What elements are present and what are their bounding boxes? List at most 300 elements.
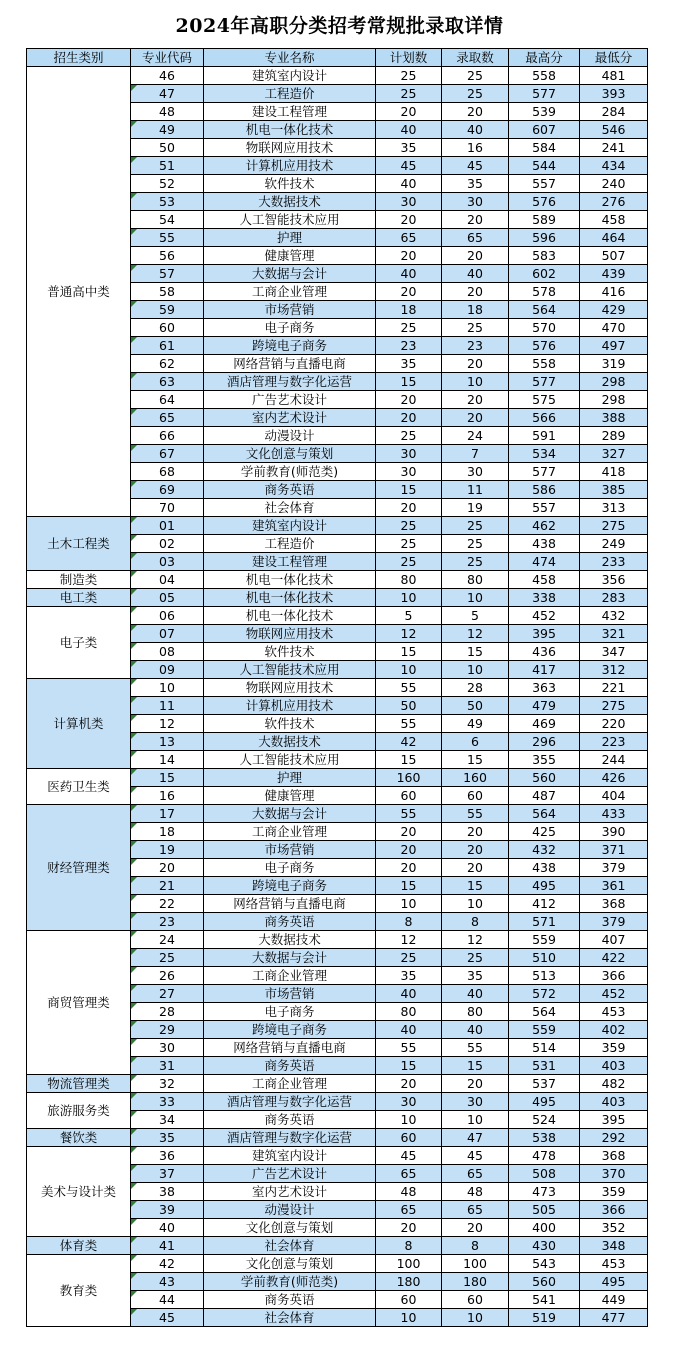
code-cell: 24 — [131, 931, 204, 949]
min-cell: 432 — [580, 607, 648, 625]
code-cell: 05 — [131, 589, 204, 607]
admitted-cell: 20 — [442, 103, 509, 121]
major-cell: 室内艺术设计 — [204, 409, 376, 427]
code-cell: 41 — [131, 1237, 204, 1255]
col-header-code: 专业代码 — [131, 49, 204, 67]
category-cell: 电子类 — [27, 607, 131, 679]
category-cell: 物流管理类 — [27, 1075, 131, 1093]
major-cell: 学前教育(师范类) — [204, 463, 376, 481]
code-cell: 26 — [131, 967, 204, 985]
major-cell: 跨境电子商务 — [204, 877, 376, 895]
min-cell: 244 — [580, 751, 648, 769]
min-cell: 327 — [580, 445, 648, 463]
code-cell: 35 — [131, 1129, 204, 1147]
major-cell: 护理 — [204, 769, 376, 787]
major-cell: 电子商务 — [204, 1003, 376, 1021]
code-cell: 18 — [131, 823, 204, 841]
max-cell: 537 — [509, 1075, 580, 1093]
plan-cell: 50 — [376, 697, 442, 715]
code-cell: 44 — [131, 1291, 204, 1309]
major-cell: 文化创意与策划 — [204, 445, 376, 463]
max-cell: 543 — [509, 1255, 580, 1273]
plan-cell: 10 — [376, 1309, 442, 1327]
plan-cell: 15 — [376, 877, 442, 895]
min-cell: 477 — [580, 1309, 648, 1327]
min-cell: 403 — [580, 1057, 648, 1075]
max-cell: 607 — [509, 121, 580, 139]
plan-cell: 45 — [376, 1147, 442, 1165]
min-cell: 249 — [580, 535, 648, 553]
max-cell: 566 — [509, 409, 580, 427]
min-cell: 298 — [580, 373, 648, 391]
code-cell: 67 — [131, 445, 204, 463]
admitted-cell: 20 — [442, 859, 509, 877]
major-cell: 护理 — [204, 229, 376, 247]
table-row — [27, 1129, 648, 1147]
code-cell: 62 — [131, 355, 204, 373]
category-cell: 财经管理类 — [27, 805, 131, 931]
admitted-cell: 7 — [442, 445, 509, 463]
code-cell: 54 — [131, 211, 204, 229]
max-cell: 559 — [509, 931, 580, 949]
min-cell: 434 — [580, 157, 648, 175]
code-cell: 45 — [131, 1309, 204, 1327]
max-cell: 564 — [509, 301, 580, 319]
plan-cell: 15 — [376, 1057, 442, 1075]
table-row — [27, 679, 648, 697]
min-cell: 370 — [580, 1165, 648, 1183]
max-cell: 452 — [509, 607, 580, 625]
min-cell: 481 — [580, 67, 648, 85]
min-cell: 348 — [580, 1237, 648, 1255]
col-header-min: 最低分 — [580, 49, 648, 67]
major-cell: 社会体育 — [204, 1237, 376, 1255]
code-cell: 40 — [131, 1219, 204, 1237]
max-cell: 462 — [509, 517, 580, 535]
max-cell: 473 — [509, 1183, 580, 1201]
max-cell: 513 — [509, 967, 580, 985]
plan-cell: 40 — [376, 265, 442, 283]
table-row — [27, 805, 648, 823]
admitted-cell: 20 — [442, 211, 509, 229]
min-cell: 395 — [580, 1111, 648, 1129]
plan-cell: 20 — [376, 859, 442, 877]
table-row — [27, 1075, 648, 1093]
major-cell: 酒店管理与数字化运营 — [204, 373, 376, 391]
max-cell: 583 — [509, 247, 580, 265]
admitted-cell: 60 — [442, 787, 509, 805]
min-cell: 284 — [580, 103, 648, 121]
code-cell: 59 — [131, 301, 204, 319]
admitted-cell: 80 — [442, 1003, 509, 1021]
major-cell: 社会体育 — [204, 499, 376, 517]
admitted-cell: 55 — [442, 1039, 509, 1057]
admitted-cell: 20 — [442, 841, 509, 859]
max-cell: 478 — [509, 1147, 580, 1165]
major-cell: 商务英语 — [204, 1111, 376, 1129]
major-cell: 软件技术 — [204, 175, 376, 193]
major-cell: 机电一体化技术 — [204, 589, 376, 607]
min-cell: 356 — [580, 571, 648, 589]
min-cell: 458 — [580, 211, 648, 229]
plan-cell: 10 — [376, 895, 442, 913]
plan-cell: 35 — [376, 967, 442, 985]
code-cell: 21 — [131, 877, 204, 895]
min-cell: 313 — [580, 499, 648, 517]
max-cell: 474 — [509, 553, 580, 571]
col-header-max: 最高分 — [509, 49, 580, 67]
major-cell: 酒店管理与数字化运营 — [204, 1129, 376, 1147]
max-cell: 544 — [509, 157, 580, 175]
code-cell: 10 — [131, 679, 204, 697]
plan-cell: 55 — [376, 1039, 442, 1057]
admitted-cell: 10 — [442, 895, 509, 913]
max-cell: 570 — [509, 319, 580, 337]
plan-cell: 40 — [376, 121, 442, 139]
table-row — [27, 517, 648, 535]
admitted-cell: 10 — [442, 1111, 509, 1129]
admitted-cell: 20 — [442, 283, 509, 301]
admitted-cell: 49 — [442, 715, 509, 733]
plan-cell: 30 — [376, 1093, 442, 1111]
max-cell: 355 — [509, 751, 580, 769]
max-cell: 505 — [509, 1201, 580, 1219]
major-cell: 建筑室内设计 — [204, 67, 376, 85]
plan-cell: 45 — [376, 157, 442, 175]
max-cell: 495 — [509, 1093, 580, 1111]
min-cell: 368 — [580, 895, 648, 913]
max-cell: 508 — [509, 1165, 580, 1183]
min-cell: 439 — [580, 265, 648, 283]
max-cell: 296 — [509, 733, 580, 751]
category-cell: 体育类 — [27, 1237, 131, 1255]
max-cell: 458 — [509, 571, 580, 589]
plan-cell: 65 — [376, 229, 442, 247]
major-cell: 跨境电子商务 — [204, 1021, 376, 1039]
plan-cell: 100 — [376, 1255, 442, 1273]
admitted-cell: 40 — [442, 121, 509, 139]
category-cell: 医药卫生类 — [27, 769, 131, 805]
plan-cell: 60 — [376, 1129, 442, 1147]
min-cell: 233 — [580, 553, 648, 571]
admitted-cell: 25 — [442, 85, 509, 103]
admitted-cell: 50 — [442, 697, 509, 715]
max-cell: 436 — [509, 643, 580, 661]
major-cell: 大数据技术 — [204, 733, 376, 751]
category-cell: 电工类 — [27, 589, 131, 607]
max-cell: 495 — [509, 877, 580, 895]
min-cell: 453 — [580, 1003, 648, 1021]
major-cell: 网络营销与直播电商 — [204, 355, 376, 373]
major-cell: 机电一体化技术 — [204, 121, 376, 139]
major-cell: 健康管理 — [204, 247, 376, 265]
plan-cell: 80 — [376, 571, 442, 589]
max-cell: 438 — [509, 535, 580, 553]
major-cell: 商务英语 — [204, 1057, 376, 1075]
min-cell: 319 — [580, 355, 648, 373]
admitted-cell: 8 — [442, 1237, 509, 1255]
admitted-cell: 15 — [442, 751, 509, 769]
plan-cell: 5 — [376, 607, 442, 625]
max-cell: 531 — [509, 1057, 580, 1075]
admission-table — [26, 48, 648, 1327]
code-cell: 57 — [131, 265, 204, 283]
category-cell: 餐饮类 — [27, 1129, 131, 1147]
code-cell: 46 — [131, 67, 204, 85]
plan-cell: 60 — [376, 787, 442, 805]
category-cell: 制造类 — [27, 571, 131, 589]
code-cell: 68 — [131, 463, 204, 481]
admitted-cell: 25 — [442, 949, 509, 967]
plan-cell: 20 — [376, 211, 442, 229]
plan-cell: 8 — [376, 1237, 442, 1255]
min-cell: 497 — [580, 337, 648, 355]
min-cell: 292 — [580, 1129, 648, 1147]
admitted-cell: 20 — [442, 1075, 509, 1093]
max-cell: 417 — [509, 661, 580, 679]
min-cell: 359 — [580, 1039, 648, 1057]
min-cell: 416 — [580, 283, 648, 301]
max-cell: 519 — [509, 1309, 580, 1327]
code-cell: 49 — [131, 121, 204, 139]
plan-cell: 48 — [376, 1183, 442, 1201]
category-cell: 土木工程类 — [27, 517, 131, 571]
code-cell: 70 — [131, 499, 204, 517]
admitted-cell: 25 — [442, 319, 509, 337]
max-cell: 338 — [509, 589, 580, 607]
major-cell: 计算机应用技术 — [204, 157, 376, 175]
admitted-cell: 20 — [442, 355, 509, 373]
min-cell: 352 — [580, 1219, 648, 1237]
plan-cell: 20 — [376, 823, 442, 841]
major-cell: 软件技术 — [204, 715, 376, 733]
admitted-cell: 60 — [442, 1291, 509, 1309]
plan-cell: 20 — [376, 391, 442, 409]
admitted-cell: 10 — [442, 661, 509, 679]
code-cell: 23 — [131, 913, 204, 931]
code-cell: 55 — [131, 229, 204, 247]
admitted-cell: 160 — [442, 769, 509, 787]
major-cell: 软件技术 — [204, 643, 376, 661]
plan-cell: 25 — [376, 319, 442, 337]
admitted-cell: 11 — [442, 481, 509, 499]
plan-cell: 18 — [376, 301, 442, 319]
min-cell: 361 — [580, 877, 648, 895]
admitted-cell: 30 — [442, 193, 509, 211]
max-cell: 572 — [509, 985, 580, 1003]
major-cell: 人工智能技术应用 — [204, 211, 376, 229]
table-row — [27, 589, 648, 607]
admitted-cell: 15 — [442, 1057, 509, 1075]
min-cell: 422 — [580, 949, 648, 967]
major-cell: 物联网应用技术 — [204, 139, 376, 157]
admitted-cell: 20 — [442, 409, 509, 427]
admitted-cell: 12 — [442, 931, 509, 949]
code-cell: 53 — [131, 193, 204, 211]
code-cell: 06 — [131, 607, 204, 625]
admitted-cell: 10 — [442, 373, 509, 391]
major-cell: 广告艺术设计 — [204, 1165, 376, 1183]
min-cell: 379 — [580, 913, 648, 931]
min-cell: 452 — [580, 985, 648, 1003]
max-cell: 560 — [509, 1273, 580, 1291]
max-cell: 534 — [509, 445, 580, 463]
min-cell: 546 — [580, 121, 648, 139]
admitted-cell: 6 — [442, 733, 509, 751]
plan-cell: 23 — [376, 337, 442, 355]
max-cell: 602 — [509, 265, 580, 283]
major-cell: 健康管理 — [204, 787, 376, 805]
max-cell: 564 — [509, 1003, 580, 1021]
plan-cell: 35 — [376, 139, 442, 157]
max-cell: 479 — [509, 697, 580, 715]
major-cell: 学前教育(师范类) — [204, 1273, 376, 1291]
max-cell: 432 — [509, 841, 580, 859]
plan-cell: 10 — [376, 1111, 442, 1129]
min-cell: 453 — [580, 1255, 648, 1273]
max-cell: 558 — [509, 355, 580, 373]
plan-cell: 15 — [376, 751, 442, 769]
min-cell: 366 — [580, 967, 648, 985]
admitted-cell: 55 — [442, 805, 509, 823]
plan-cell: 25 — [376, 517, 442, 535]
plan-cell: 25 — [376, 67, 442, 85]
code-cell: 09 — [131, 661, 204, 679]
major-cell: 网络营销与直播电商 — [204, 895, 376, 913]
major-cell: 动漫设计 — [204, 427, 376, 445]
page-title: 2024年高职分类招考常规批录取详情 — [175, 15, 504, 37]
admitted-cell: 16 — [442, 139, 509, 157]
plan-cell: 40 — [376, 985, 442, 1003]
admitted-cell: 35 — [442, 967, 509, 985]
admitted-cell: 24 — [442, 427, 509, 445]
max-cell: 469 — [509, 715, 580, 733]
plan-cell: 15 — [376, 481, 442, 499]
min-cell: 275 — [580, 517, 648, 535]
plan-cell: 30 — [376, 193, 442, 211]
major-cell: 工商企业管理 — [204, 967, 376, 985]
major-cell: 商务英语 — [204, 1291, 376, 1309]
code-cell: 42 — [131, 1255, 204, 1273]
major-cell: 社会体育 — [204, 1309, 376, 1327]
admitted-cell: 40 — [442, 1021, 509, 1039]
table-row — [27, 1237, 648, 1255]
min-cell: 241 — [580, 139, 648, 157]
max-cell: 430 — [509, 1237, 580, 1255]
max-cell: 412 — [509, 895, 580, 913]
code-cell: 48 — [131, 103, 204, 121]
major-cell: 商务英语 — [204, 481, 376, 499]
code-cell: 15 — [131, 769, 204, 787]
col-header-admitted: 录取数 — [442, 49, 509, 67]
code-cell: 69 — [131, 481, 204, 499]
col-header-plan: 计划数 — [376, 49, 442, 67]
admitted-cell: 25 — [442, 517, 509, 535]
major-cell: 人工智能技术应用 — [204, 661, 376, 679]
plan-cell: 20 — [376, 247, 442, 265]
major-cell: 市场营销 — [204, 985, 376, 1003]
plan-cell: 12 — [376, 625, 442, 643]
min-cell: 347 — [580, 643, 648, 661]
plan-cell: 15 — [376, 643, 442, 661]
admitted-cell: 28 — [442, 679, 509, 697]
major-cell: 人工智能技术应用 — [204, 751, 376, 769]
admitted-cell: 25 — [442, 535, 509, 553]
code-cell: 11 — [131, 697, 204, 715]
code-cell: 58 — [131, 283, 204, 301]
min-cell: 388 — [580, 409, 648, 427]
code-cell: 27 — [131, 985, 204, 1003]
code-cell: 13 — [131, 733, 204, 751]
major-cell: 工商企业管理 — [204, 1075, 376, 1093]
admitted-cell: 180 — [442, 1273, 509, 1291]
major-cell: 动漫设计 — [204, 1201, 376, 1219]
code-cell: 52 — [131, 175, 204, 193]
max-cell: 576 — [509, 337, 580, 355]
max-cell: 541 — [509, 1291, 580, 1309]
major-cell: 物联网应用技术 — [204, 625, 376, 643]
max-cell: 510 — [509, 949, 580, 967]
max-cell: 425 — [509, 823, 580, 841]
category-cell: 计算机类 — [27, 679, 131, 769]
code-cell: 32 — [131, 1075, 204, 1093]
code-cell: 25 — [131, 949, 204, 967]
plan-cell: 20 — [376, 841, 442, 859]
min-cell: 470 — [580, 319, 648, 337]
min-cell: 371 — [580, 841, 648, 859]
max-cell: 576 — [509, 193, 580, 211]
code-cell: 01 — [131, 517, 204, 535]
min-cell: 482 — [580, 1075, 648, 1093]
major-cell: 建设工程管理 — [204, 553, 376, 571]
max-cell: 558 — [509, 67, 580, 85]
major-cell: 工商企业管理 — [204, 823, 376, 841]
code-cell: 47 — [131, 85, 204, 103]
major-cell: 大数据技术 — [204, 193, 376, 211]
code-cell: 07 — [131, 625, 204, 643]
min-cell: 407 — [580, 931, 648, 949]
major-cell: 电子商务 — [204, 859, 376, 877]
major-cell: 建设工程管理 — [204, 103, 376, 121]
code-cell: 43 — [131, 1273, 204, 1291]
admitted-cell: 100 — [442, 1255, 509, 1273]
code-cell: 34 — [131, 1111, 204, 1129]
code-cell: 12 — [131, 715, 204, 733]
max-cell: 596 — [509, 229, 580, 247]
admitted-cell: 18 — [442, 301, 509, 319]
max-cell: 557 — [509, 175, 580, 193]
max-cell: 575 — [509, 391, 580, 409]
plan-cell: 25 — [376, 427, 442, 445]
plan-cell: 25 — [376, 553, 442, 571]
code-cell: 20 — [131, 859, 204, 877]
min-cell: 390 — [580, 823, 648, 841]
major-cell: 工商企业管理 — [204, 283, 376, 301]
plan-cell: 8 — [376, 913, 442, 931]
admitted-cell: 12 — [442, 625, 509, 643]
table-header-row — [27, 49, 648, 67]
major-cell: 建筑室内设计 — [204, 1147, 376, 1165]
max-cell: 564 — [509, 805, 580, 823]
admitted-cell: 35 — [442, 175, 509, 193]
major-cell: 计算机应用技术 — [204, 697, 376, 715]
admitted-cell: 20 — [442, 247, 509, 265]
code-cell: 33 — [131, 1093, 204, 1111]
admitted-cell: 20 — [442, 1219, 509, 1237]
plan-cell: 55 — [376, 715, 442, 733]
major-cell: 建筑室内设计 — [204, 517, 376, 535]
plan-cell: 12 — [376, 931, 442, 949]
